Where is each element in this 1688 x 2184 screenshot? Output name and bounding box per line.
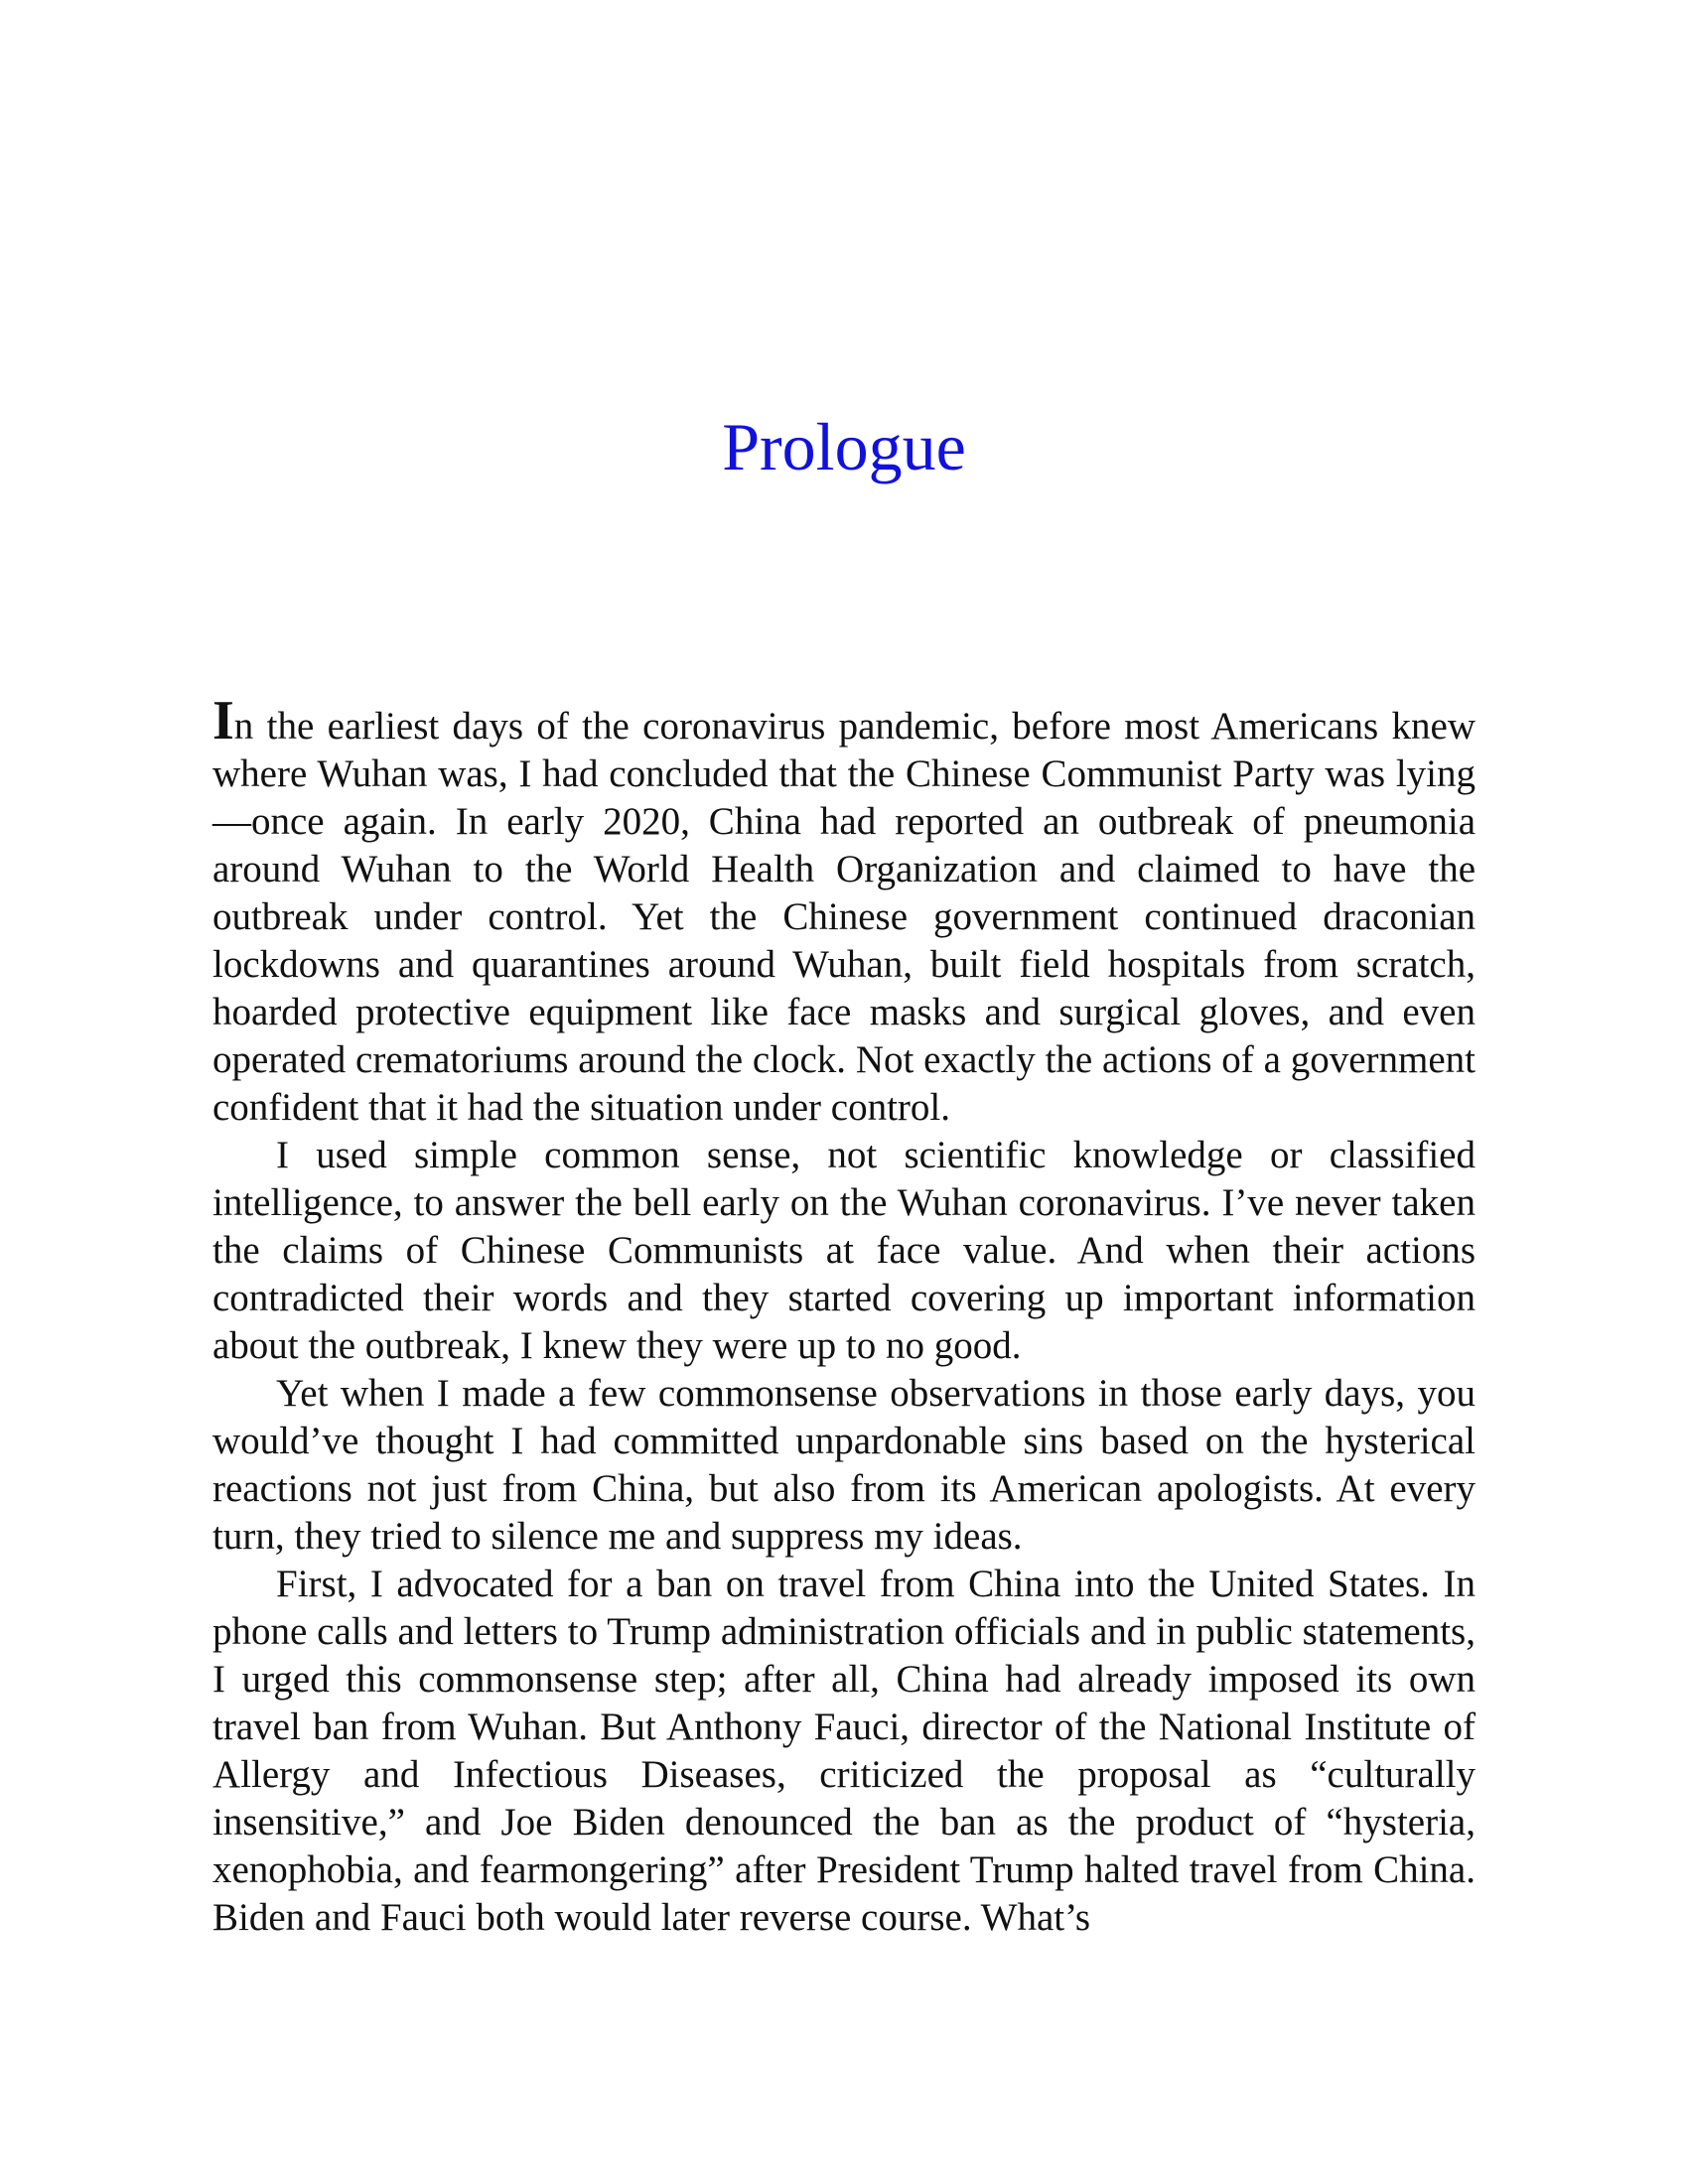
paragraph-1-text: n the earliest days of the coronavirus pandemic, before most Americans knew where Wuhan was, I had concluded that the Chinese Communist Party was lying—once again. In early 2020, China had reported an outbreak of pneumonia around Wuhan to the World Health Organization and claimed to have the outbreak under control. Yet the Chinese government continued draconian lockdowns and quarantines around Wuhan, built field hospitals from scratch, hoarded protective equipment like face masks and surgical gloves, and even operated crematoriums around the clock. Not exactly the actions of a government confident that it had the situation under control. [212,705,1476,1129]
drop-cap: I [212,690,234,751]
paragraph-1 [212,690,1476,1132]
paragraph-4: First, I advocated for a ban on travel from China into the United States. In phone calls and letters to Trump administration officials and in public statements, I urged this commonsense step; after all, China had already imposed its own travel ban from Wuhan. But Anthony Fauci, director of the National Institute of Allergy and Infectious Diseases, criticized the proposal as “culturally insensitive,” and Joe Biden denounced the ban as the product of “hysteria, xenophobia, and fearmongering” after President Trump halted travel from China. Biden and Fauci both would later reverse course. What’s [212,1563,1476,1939]
chapter-title: Prologue [722,409,966,484]
paragraph-2: I used simple common sense, not scientific knowledge or classified intelligence, to answer the bell early on the Wuhan coronavirus. I’ve never taken the claims of Chinese Communists at face value. And when their actions contradicted their words and they started covering up important information about the outbreak, I knew they were up to no good. [212,1134,1476,1367]
chapter-body [212,690,1476,1942]
paragraph-3: Yet when I made a few commonsense observations in those early days, you would’ve thought I had committed unpardonable sins based on the hysterical reactions not just from China, but also from its American apologists. At every turn, they tried to silence me and suppress my ideas. [212,1372,1476,1558]
